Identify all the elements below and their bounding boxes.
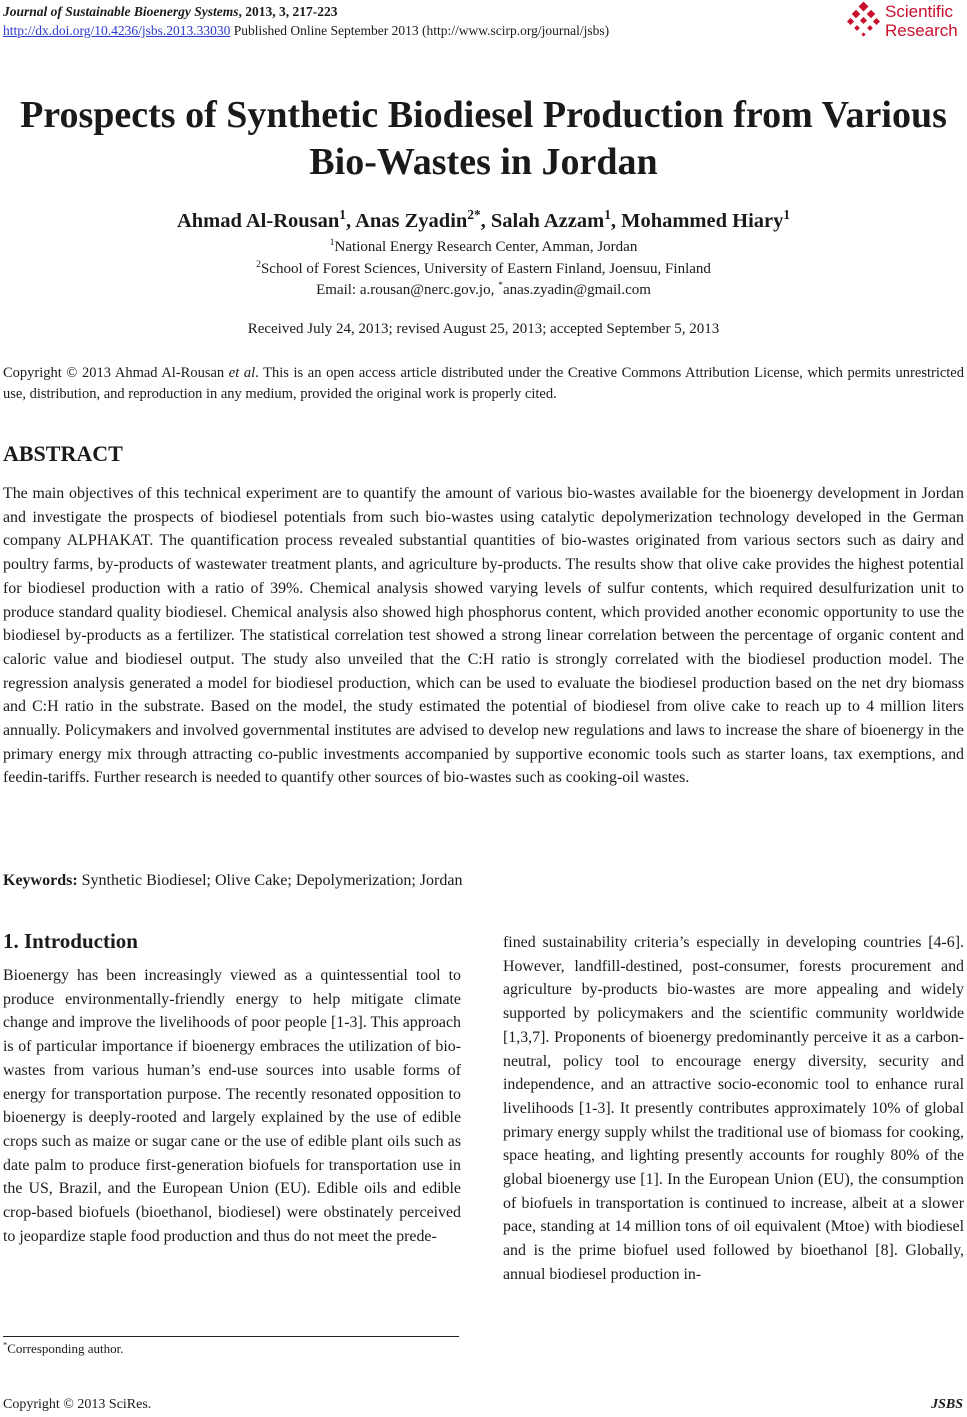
email-line [0, 282, 967, 299]
copyright-part-1: Copyright © 2013 Ahmad Al-Rousan [3, 365, 229, 381]
author-4: , Mohammed Hiary [610, 210, 784, 232]
author-3-affil: 1 [604, 207, 611, 223]
affiliation-2-marker: 2 [256, 259, 261, 270]
author-2: , Anas Zyadin [345, 210, 468, 232]
doi-line [3, 21, 823, 40]
affiliation-1 [0, 239, 967, 256]
affiliation-2-text: School of Forest Sciences, University of Eastern Finland, Joensuu, Finland [260, 261, 711, 277]
affiliation-2 [0, 261, 967, 278]
received-dates: Received July 24, 2013; revised August 25, 2013; accepted September 5, 2013 [247, 321, 720, 337]
introduction-heading: 1. Introduction [3, 929, 138, 953]
keywords-label: Keywords: [3, 872, 78, 889]
logo-line-2: Research [885, 21, 958, 40]
affiliation-1-text: National Energy Research Center, Amman, Jordan [334, 239, 638, 255]
author-1: Ahmad Al-Rousan [176, 210, 340, 232]
published-online-text: Published Online September 2013 (http://www.scirp.org/journal/jsbs) [230, 23, 610, 38]
copyright-notice [3, 363, 964, 405]
paper-title [0, 92, 967, 186]
author-4-affil: 1 [783, 207, 791, 223]
keywords-list: Synthetic Biodiesel; Olive Cake; Depolymerization; Jordan [77, 872, 463, 889]
keywords-line [3, 872, 462, 890]
email-marker: * [498, 280, 503, 291]
intro-left-column: Bioenergy has been increasingly viewed as a quintessential tool to produce environmentally-friendly energy to help mitigate climate change and improve the livelihoods of poor people [1-3]. This approach is of particular importance if bioenergy embraces the utilization of bio-wastes from various human’s end-use sources into usable forms of energy for transportation purpose. The recently resonated opposition to bioenergy is deeply-rooted and largely explained by the use of edible crops such as maize or sugar cane or the use of edible plant oils such as date palm to produce first-generation biofuels for transportation use in the US, Brazil, and the European Union (EU). Edible oils and edible crop-based biofuels (bioethanol, biodiesel) were obstinately perceived to jeopardize staple food production and thus do not meet the prede- [3, 967, 461, 1245]
intro-right-column: fined sustainability criteria’s especially in developing countries [4-6]. However, landfill-destined, post-consumer, forests procurement and agriculture by-products bio-wastes are more appealing and widely supported by policymakers and the scientific community worldwide [1,3,7]. Proponents of bioenergy predominantly perceive it as a carbon-neutral, policy tool to encourage energy diversity, security and independence, and an attractive socio-economic tool to enhance rural livelihoods [1-3]. It presently contributes approximately 10% of global primary energy supply whilst the traditional use of biomass for cooking, space heating, and lighting presently accounts for roughly 80% of the global bioenergy use [1]. In the European Union (EU), the consumption of biofuels in transportation is continued to increase, albeit at a slower pace, standing at 14 million tons of oil equivalent (Mtoe) with biodiesel and is the prime biofuel used followed by bioethanol [8]. Globally, annual biodiesel production in- [503, 934, 964, 1283]
copyright-et-al: et al [228, 365, 256, 381]
footnote-divider [3, 1336, 459, 1337]
author-3: , Salah Azzam [480, 210, 605, 232]
email-2: anas.zyadin@gmail.com [502, 282, 651, 298]
doi-link[interactable]: http://dx.doi.org/10.4236/jsbs.2013.33030 [3, 23, 231, 38]
logo-mark-icon [847, 2, 881, 40]
email-prefix: Email: a.rousan@nerc.gov.jo, [316, 282, 499, 298]
scientific-research-logo [847, 2, 965, 42]
logo-text [885, 2, 958, 40]
copyright-part-2: . This is an open access article distributed under the Creative Commons Attribution License, which permits unrestricted use, distribution, and reproduction in any medium, provided the original work is properly cited. [3, 365, 964, 402]
abstract-heading: ABSTRACT [3, 441, 123, 466]
logo-line-1: Scientific [885, 2, 954, 21]
title-line-2: Bio-Wastes in Jordan [309, 141, 658, 183]
affiliation-1-marker: 1 [329, 237, 335, 248]
footnote-marker: * [3, 1339, 8, 1350]
author-2-affil: 2* [467, 207, 481, 223]
title-line-1: Prospects of Synthetic Biodiesel Production from Various [20, 94, 947, 136]
journal-volume-info: , 2013, 3, 217-223 [238, 4, 338, 19]
journal-citation [3, 2, 823, 21]
footer-copyright: Copyright © 2013 SciRes. [3, 1397, 152, 1412]
footnote-text: Corresponding author. [7, 1341, 124, 1356]
abstract-text: The main objectives of this technical experiment are to quantify the amount of various bio-wastes available for the bioenergy development in Jordan and investigate the prospects of biodiesel potentials from such bio-wastes using catalytic depolymerization technology developed in the German company ALPHAKAT. The quantification process revealed substantial quantities of bio-wastes originated from various sectors such as dairy and poultry farms, by-products of wastewater treatment plants, and agriculture by-products. The results show that olive cake provides the highest potential for biodiesel production with a ratio of 39%. Chemical analysis showed varying levels of sulfur contents, which required desulfurization unit to produce standard quality biodiesel. Chemical analysis also showed high phosphorus content, which provided another economic opportunity to use the biodiesel by-products as a fertilizer. The statistical correlation test showed a strong linear correlation between the percentage of organic content and caloric value and biodiesel output. The study also unveiled that the C:H ratio is strongly correlated with the biodiesel production model. The regression analysis generated a model for biodiesel production, which can be used to evaluate the biodiesel production based on the net dry biomass and C:H ratio in the substrate. Based on the model, the study estimated the potential of biodiesel from olive cake to reach up to 4 million liters annually. Policymakers and involved governmental institutes are advised to develop new regulations and laws to increase the share of bioenergy in the primary energy mix through attracting co-public investments accompanied by supportive economic tools such as starter loans, tax exemptions, and feedin-tariffs. Further research is needed to quantify other sources of bio-wastes such as cooking-oil wastes. [3, 485, 964, 787]
author-1-affil: 1 [339, 207, 346, 223]
page-header [3, 2, 823, 40]
journal-name: Journal of Sustainable Bioenergy Systems [3, 4, 239, 19]
author-list [0, 207, 967, 233]
footnote [3, 1341, 123, 1357]
footer-journal-abbrev: JSBS [931, 1397, 963, 1412]
